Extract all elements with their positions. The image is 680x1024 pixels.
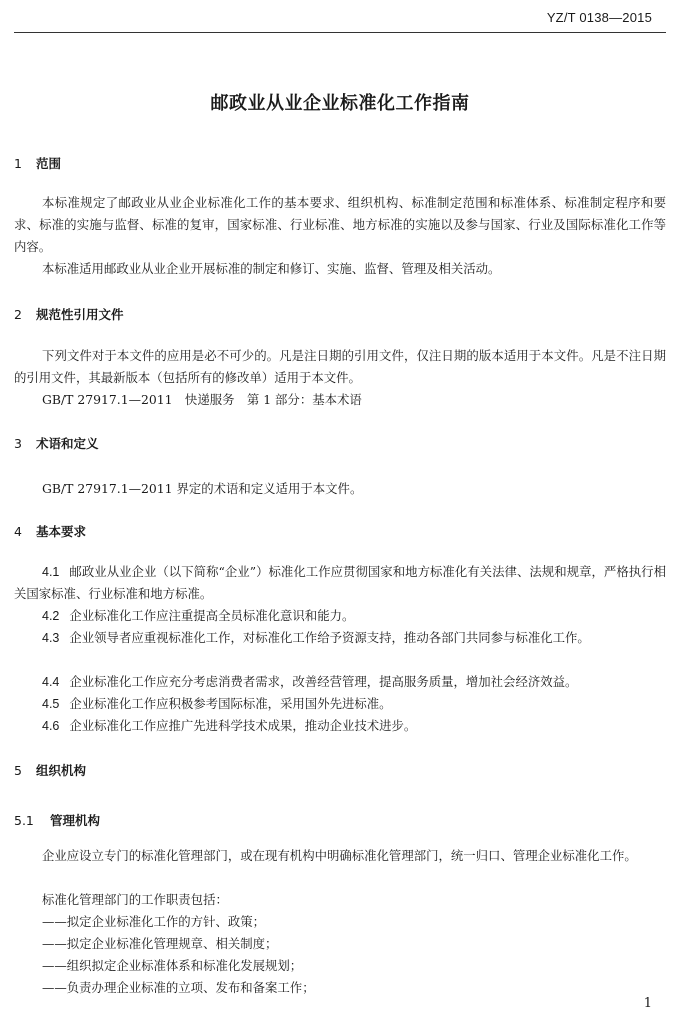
section-number: 1 bbox=[14, 156, 22, 171]
subsection-title: 管理机构 bbox=[50, 813, 101, 828]
section-title: 基本要求 bbox=[36, 524, 87, 539]
page-number: 1 bbox=[643, 996, 652, 1011]
section-title: 术语和定义 bbox=[36, 436, 99, 451]
section-heading-2 bbox=[14, 305, 124, 323]
section-heading-4 bbox=[14, 522, 86, 540]
list-item: ——拟定企业标准化管理规章、相关制度； bbox=[42, 936, 278, 951]
normative-reference: GB/T 27917.1—2011 快递服务 第 1 部分：基本术语 bbox=[42, 392, 362, 407]
clause-number: 4.5 bbox=[42, 697, 60, 711]
paragraph: GB/T 27917.1—2011 界定的术语和定义适用于本文件。 bbox=[42, 481, 363, 496]
clause-text: 企业领导者应重视标准化工作，对标准化工作给予资源支持，推动各部门共同参与标准化工作。 bbox=[69, 630, 590, 645]
document-title: 邮政业从业企业标准化工作指南 bbox=[210, 93, 470, 114]
paragraph: 标准化管理部门的工作职责包括： bbox=[42, 892, 228, 907]
paragraph: 下列文件对于本文件的应用是必不可少的。凡是注日期的引用文件，仅注日期的版本适用于本文件。凡是不注日期的引用文件，其最新版本（包括所有的修改单）适用于本文件。 bbox=[14, 348, 666, 385]
clause-text: 邮政业从业企业（以下简称“企业”）标准化工作应贯彻国家和地方标准化有关法律、法规和规章，严格执行相关国家标准、行业标准和地方标准。 bbox=[14, 564, 666, 601]
clause-4-6 bbox=[14, 715, 666, 737]
clause-4-1 bbox=[14, 561, 666, 605]
list-item: ——拟定企业标准化工作的方针、政策； bbox=[42, 914, 266, 929]
clause-number: 4.2 bbox=[42, 609, 60, 623]
clause-number: 4.6 bbox=[42, 719, 60, 733]
paragraph: 本标准适用邮政业从业企业开展标准的制定和修订、实施、监督、管理及相关活动。 bbox=[42, 261, 501, 276]
clause-4-2 bbox=[14, 605, 666, 627]
section-heading-1 bbox=[14, 154, 61, 172]
clause-number: 4.3 bbox=[42, 631, 60, 645]
clause-4-3 bbox=[14, 627, 666, 649]
section-number: 3 bbox=[14, 436, 22, 451]
subsection-heading-5-1 bbox=[14, 811, 100, 829]
clause-text: 企业标准化工作应注重提高全员标准化意识和能力。 bbox=[69, 608, 355, 623]
section-heading-5 bbox=[14, 761, 86, 779]
list-item: ——组织拟定企业标准体系和标准化发展规划； bbox=[42, 958, 303, 973]
clause-number: 4.1 bbox=[42, 565, 60, 579]
standard-code: YZ/T 0138—2015 bbox=[546, 10, 652, 25]
clause-text: 企业标准化工作应充分考虑消费者需求，改善经营管理，提高服务质量，增加社会经济效益。 bbox=[69, 674, 578, 689]
clause-number: 4.4 bbox=[42, 675, 60, 689]
section-title: 组织机构 bbox=[36, 763, 87, 778]
paragraph: 本标准规定了邮政业从业企业标准化工作的基本要求、组织机构、标准制定范围和标准体系、标准制定程序和要求、标准的实施与监督、标准的复审，国家标准、行业标准、地方标准的实施以及参与国家、行业及国际标准化工作等内容。 bbox=[14, 195, 666, 254]
list-item: ——负责办理企业标准的立项、发布和备案工作； bbox=[42, 980, 315, 995]
clause-4-4 bbox=[14, 671, 666, 693]
section-title: 范围 bbox=[36, 156, 62, 171]
clause-text: 企业标准化工作应积极参考国际标准，采用国外先进标准。 bbox=[69, 696, 392, 711]
paragraph: 企业应设立专门的标准化管理部门，或在现有机构中明确标准化管理部门，统一归口、管理企业标准化工作。 bbox=[42, 848, 637, 863]
subsection-number: 5.1 bbox=[14, 813, 34, 828]
clause-4-5 bbox=[14, 693, 666, 715]
section-heading-3 bbox=[14, 434, 99, 452]
document-body bbox=[14, 0, 666, 1024]
section-number: 4 bbox=[14, 524, 22, 539]
clause-text: 企业标准化工作应推广先进科学技术成果，推动企业技术进步。 bbox=[69, 718, 417, 733]
section-title: 规范性引用文件 bbox=[36, 307, 124, 322]
section-number: 2 bbox=[14, 307, 22, 322]
section-number: 5 bbox=[14, 763, 22, 778]
